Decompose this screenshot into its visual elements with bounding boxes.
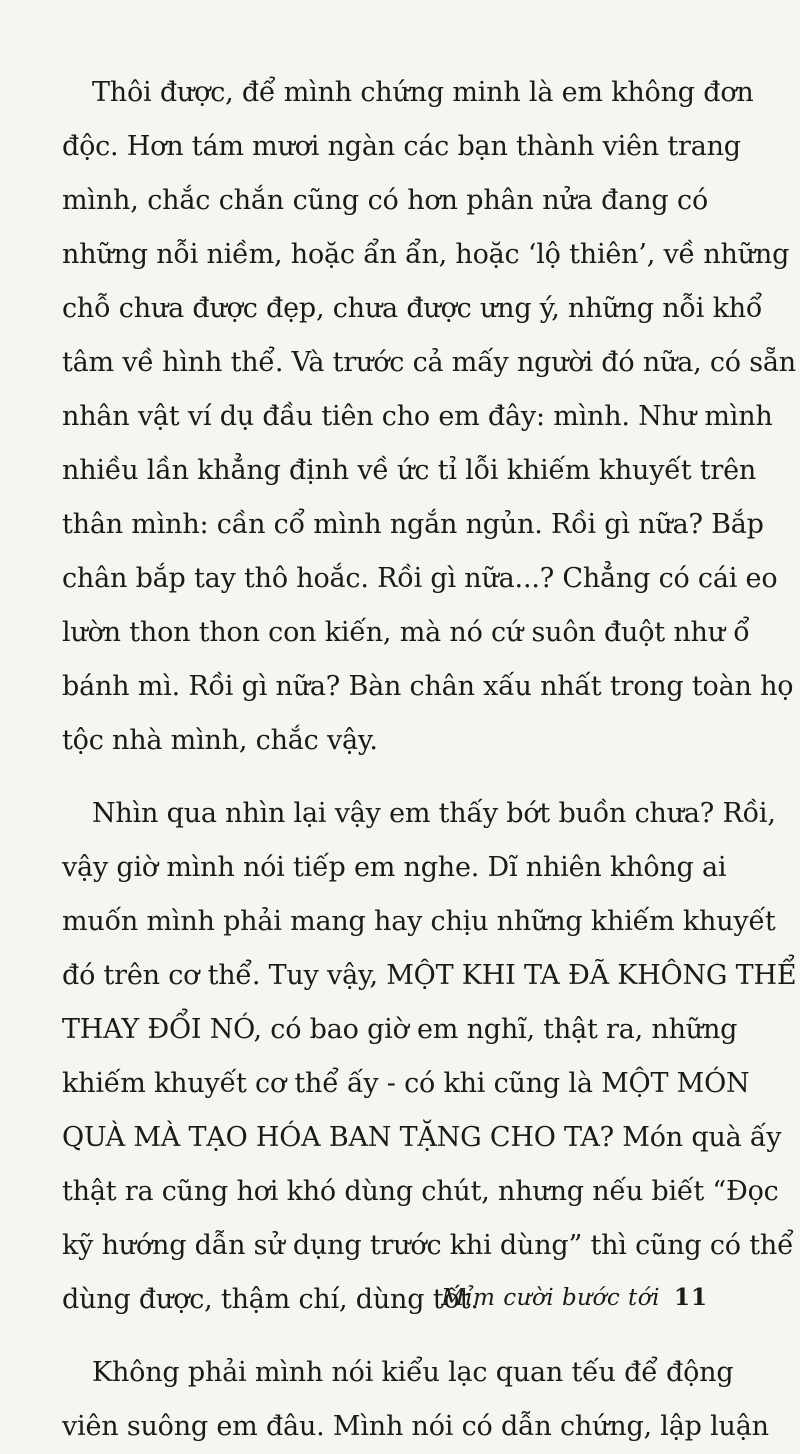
text-line: đó trên cơ thể. Tuy vậy, MỘT KHI TA ĐÃ KHÔNG THỂ (62, 960, 797, 991)
text-line: muốn mình phải mang hay chịu những khiếm khuyết (62, 906, 776, 937)
text-line: viên suông em đâu. Mình nói có dẫn chứng, lập luận (62, 1411, 769, 1442)
text-line: kỹ hướng dẫn sử dụng trước khi dùng” thì cũng có thể (62, 1230, 794, 1261)
text-line: vậy giờ mình nói tiếp em nghe. Dĩ nhiên không ai (62, 852, 727, 883)
running-footer (441, 1284, 708, 1311)
page-number: 11 (673, 1284, 708, 1311)
text-line: độc. Hơn tám mươi ngàn các bạn thành viên trang (62, 131, 741, 162)
text-line: thật ra cũng hơi khó dùng chút, nhưng nếu biết “Đọc (62, 1176, 779, 1207)
text-line: lườn thon thon con kiến, mà nó cứ suôn đuột như ổ (62, 617, 750, 648)
text-line: Nhìn qua nhìn lại vậy em thấy bớt buồn chưa? Rồi, (92, 798, 776, 829)
text-line: tâm về hình thể. Và trước cả mấy người đó nữa, có sẵn (62, 347, 796, 378)
text-line: QUÀ MÀ TẠO HÓA BAN TẶNG CHO TA? Món quà ấy (62, 1122, 782, 1153)
text-line: Thôi được, để mình chứng minh là em không đơn (92, 77, 754, 108)
text-line: chân bắp tay thô hoắc. Rồi gì nữa...? Chẳng có cái eo (62, 563, 778, 594)
text-line: tộc nhà mình, chắc vậy. (62, 725, 378, 756)
text-line: chỗ chưa được đẹp, chưa được ưng ý, những nỗi khổ (62, 293, 763, 324)
paragraph (62, 787, 797, 1327)
text-line: dùng được, thậm chí, dùng tốt. (62, 1284, 479, 1315)
footer-book-title: Mỉm cười bước tới (441, 1285, 660, 1311)
text-line: THAY ĐỔI NÓ, có bao giờ em nghĩ, thật ra, những (62, 1014, 738, 1045)
text-line: bánh mì. Rồi gì nữa? Bàn chân xấu nhất trong toàn họ (62, 671, 794, 702)
text-line: thân mình: cần cổ mình ngắn ngủn. Rồi gì nữa? Bắp (62, 509, 764, 540)
text-line: Không phải mình nói kiểu lạc quan tếu để động (92, 1357, 734, 1388)
paragraph (62, 1346, 769, 1454)
body-text (62, 66, 797, 1454)
text-line: những nỗi niềm, hoặc ẩn ẩn, hoặc ‘lộ thiên’, về những (62, 239, 790, 270)
text-line: nhiều lần khẳng định về ức tỉ lỗi khiếm khuyết trên (62, 455, 757, 486)
text-line: khiếm khuyết cơ thể ấy - có khi cũng là MỘT MÓN (62, 1068, 750, 1099)
text-line: mình, chắc chắn cũng có hơn phân nửa đang có (62, 185, 708, 216)
paragraph (62, 66, 796, 768)
text-line: nhân vật ví dụ đầu tiên cho em đây: mình. Như mình (62, 401, 773, 432)
